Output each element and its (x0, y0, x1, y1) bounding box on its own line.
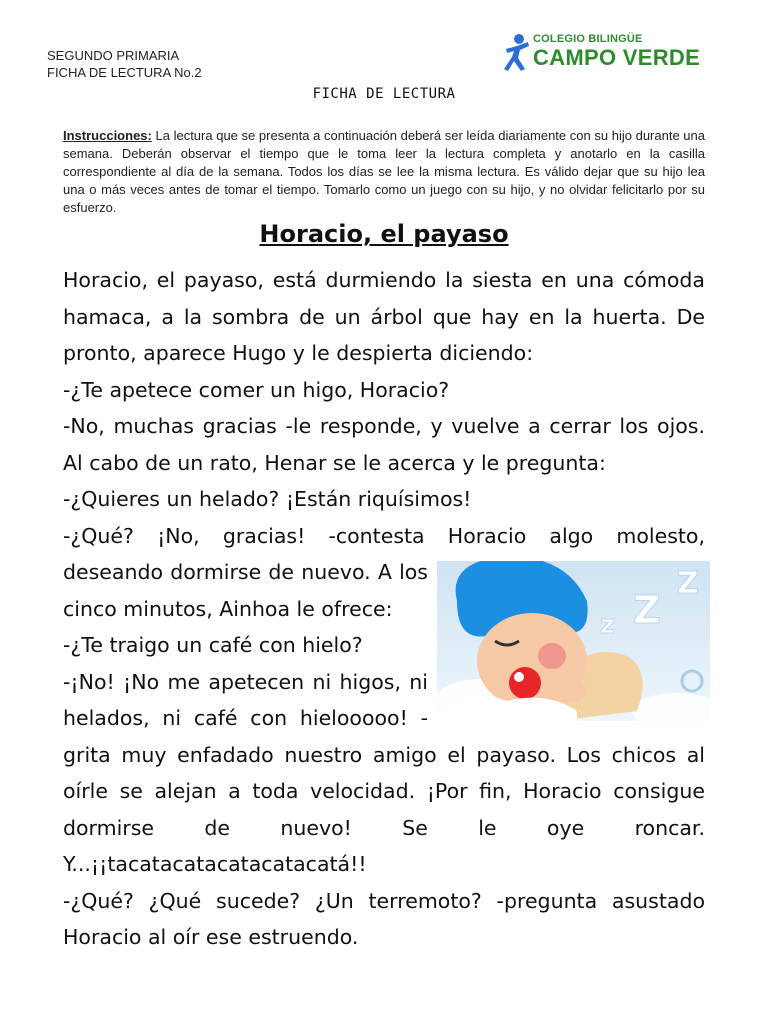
story-line: deseando dormirse de nuevo. A los (63, 560, 428, 584)
logo-subtitle: COLEGIO BILINGÜE (533, 33, 643, 45)
story-line: dormirse de nuevo! Se le oye roncar. (63, 815, 705, 840)
story-line: -¿Te apetece comer un higo, Horacio? (63, 377, 450, 402)
grade-label: SEGUNDO PRIMARIA (47, 48, 180, 63)
story-line: Y...¡¡tacatacatacatacatacatá!! (63, 852, 367, 876)
story-line: Horacio al oír ese estruendo. (63, 925, 359, 949)
story-line: -¡No! ¡No me apetecen ni higos, ni (63, 669, 428, 694)
story-line: Horacio, el payaso, está durmiendo la siesta en una cómoda (63, 268, 705, 292)
story-line: oírle se alejan a toda velocidad. ¡Por fin, Horacio consigue (63, 779, 705, 803)
instructions-paragraph (63, 127, 705, 217)
document-header (47, 47, 202, 81)
sleeping-clown-icon (437, 561, 710, 721)
story-line: -¿Te traigo un café con hielo? (63, 633, 363, 657)
story-line: -¿Qué? ¡No, gracias! -contesta Horacio algo molesto, (63, 523, 705, 548)
story-line: cinco minutos, Ainhoa le ofrece: (63, 596, 393, 621)
story-line: grita muy enfadado nuestro amigo el payaso. Los chicos al (63, 742, 705, 767)
story-title: Horacio, el payaso (259, 220, 509, 248)
story-line: pronto, aparece Hugo y le despierta diciendo: (63, 341, 534, 365)
svg-text:Z: Z (633, 588, 661, 632)
svg-text:z: z (600, 610, 616, 640)
instructions-text: La lectura que se presenta a continuación deberá ser leída diariamente con su hijo durante una semana. Deberán observar el tiempo que le toma leer la lectura completa y anotarlo en la casilla correspondiente al día de la semana. Todos los días se lee la misma lectura. Es válido dejar que su hijo lea una o más veces antes de tomar el tiempo. Tomarlo como un juego con su hijo, y no olvidar felicitarlo por su esfuerzo. (63, 128, 705, 215)
svg-text:Z: Z (677, 566, 699, 601)
page-title: FICHA DE LECTURA (312, 86, 456, 102)
story-line: -No, muchas gracias -le responde, y vuelve a cerrar los ojos. (63, 414, 705, 438)
person-figure-icon (503, 33, 531, 73)
story-line: -¿Qué? ¿Qué sucede? ¿Un terremoto? -pregunta asustado (63, 888, 705, 913)
story-line: -¿Quieres un helado? ¡Están riquísimos! (63, 487, 472, 511)
story-illustration (437, 561, 710, 721)
logo-title: CAMPO VERDE (533, 45, 701, 70)
worksheet-label: FICHA DE LECTURA No.2 (47, 65, 202, 80)
story-line: Al cabo de un rato, Henar se le acerca y le pregunta: (63, 450, 606, 475)
school-logo (503, 31, 708, 75)
story-line: helados, ni café con hielooooo! - (63, 706, 428, 730)
instructions-label: Instrucciones: (63, 128, 152, 143)
story-line: hamaca, a la sombra de un árbol que hay en la huerta. De (63, 304, 705, 329)
